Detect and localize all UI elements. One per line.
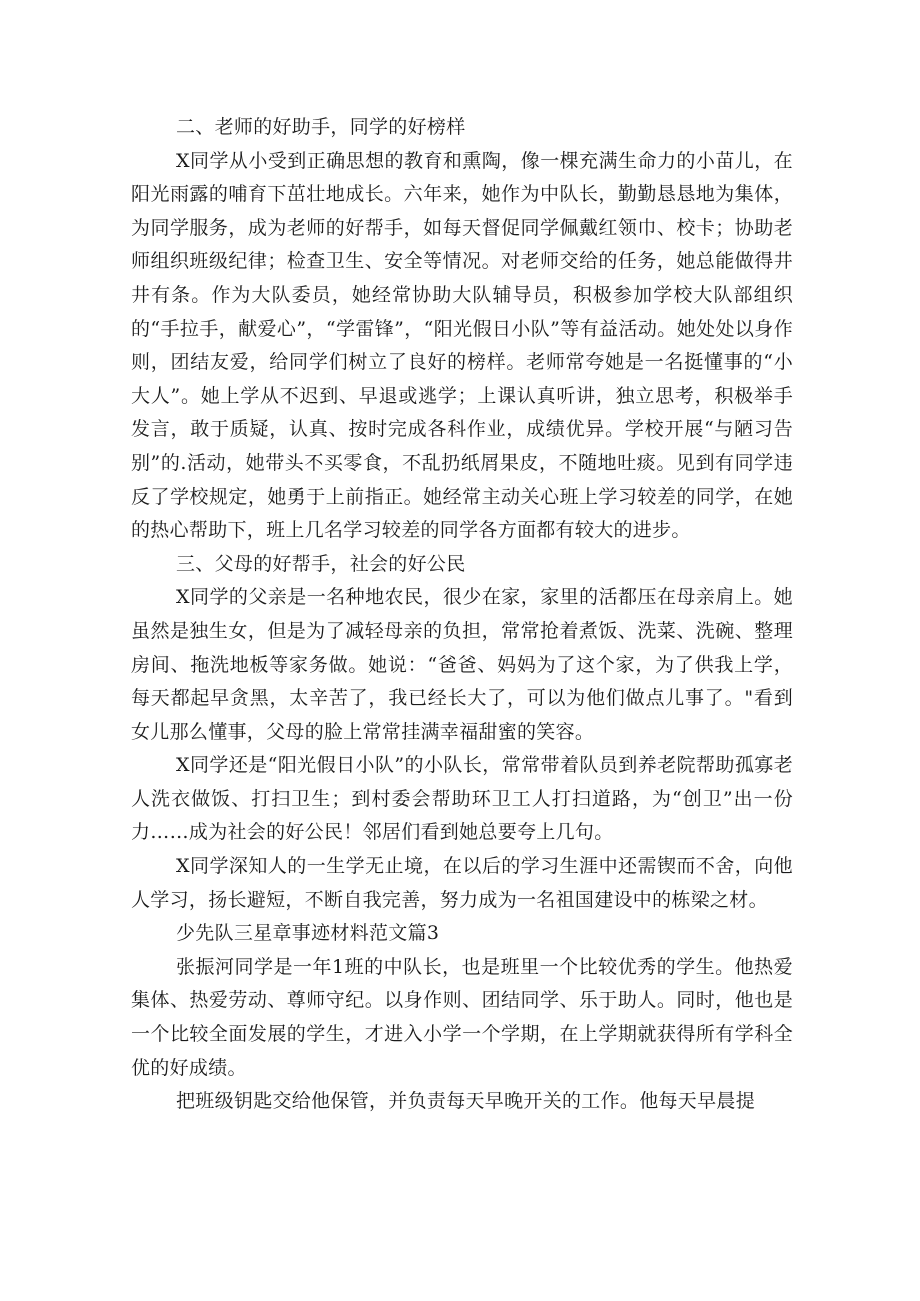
section-heading-teacher-helper: 二、老师的好助手，同学的好榜样	[176, 116, 466, 138]
paragraph-class-keys: 把班级钥匙交给他保管，并负责每天早晚开关的工作。他每天早晨提	[176, 1090, 756, 1113]
paragraph-student-profile: 张振河同学是一年1班的中队长，也是班里一个比较优秀的学生。他热爱集体、热爱劳动、尊师守纪。以身作则、团结同学、乐于助人。同时，他也是一个比较全面发展的学生，才进入小学一个学期，在上学期就获得所有学科全优的好成绩。	[131, 955, 793, 1079]
section-heading-parent-helper: 三、父母的好帮手，社会的好公民	[176, 552, 466, 575]
document-body	[131, 111, 793, 1119]
section-heading-example-3: 少先队三星章事迹材料范文篇3	[176, 922, 440, 945]
paragraph-volunteer-activities: X同学还是“阳光假日小队”的小队长，常常带着队员到养老院帮助孤寡老人洗衣做饭、打扫卫生；到村委会帮助环卫工人打扫道路，为“创卫”出一份力……成为社会的好公民！邻居们看到她总要夸上几句。	[131, 754, 793, 844]
paragraph-family-chores: X同学的父亲是一名种地农民，很少在家，家里的活都压在母亲肩上。她虽然是独生女，但是为了减轻母亲的负担，常常抢着煮饭、洗菜、洗碗、整理房间、拖洗地板等家务做。她说：“爸爸、妈妈为了这个家，为了供我上学，每天都起早贪黑，太辛苦了，我已经长大了，可以为他们做点儿事了。"看到女儿那么懂事，父母的脸上常常挂满幸福甜蜜的笑容。	[131, 586, 793, 743]
paragraph-lifelong-learning: X同学深知人的一生学无止境，在以后的学习生涯中还需锲而不舍，向他人学习，扬长避短，不断自我完善，努力成为一名祖国建设中的栋梁之材。	[131, 855, 793, 911]
paragraph-school-performance: X同学从小受到正确思想的教育和熏陶，像一棵充满生命力的小苗儿，在阳光雨露的哺育下茁壮地成长。六年来，她作为中队长，勤勤恳恳地为集体，为同学服务，成为老师的好帮手，如每天督促同学佩戴红领巾、校卡；协助老师组织班级纪律；检查卫生、安全等情况。对老师交给的任务，她总能做得井井有条。作为大队委员，她经常协助大队辅导员，积极参加学校大队部组织的“手拉手，献爱心”，“学雷锋”，“阳光假日小队”等有益活动。她处处以身作则，团结友爱，给同学们树立了良好的榜样。老师常夸她是一名挺懂事的“小大人”。她上学从不迟到、早退或逃学；上课认真听讲，独立思考，积极举手发言，敢于质疑，认真、按时完成各科作业，成绩优异。学校开展“与陋习告别”的.活动，她带头不买零食，不乱扔纸屑果皮，不随地吐痰。见到有同学违反了学校规定，她勇于上前指正。她经常主动关心班上学习较差的同学，在她的热心帮助下，班上几名学习较差的同学各方面都有较大的进步。	[131, 149, 793, 542]
